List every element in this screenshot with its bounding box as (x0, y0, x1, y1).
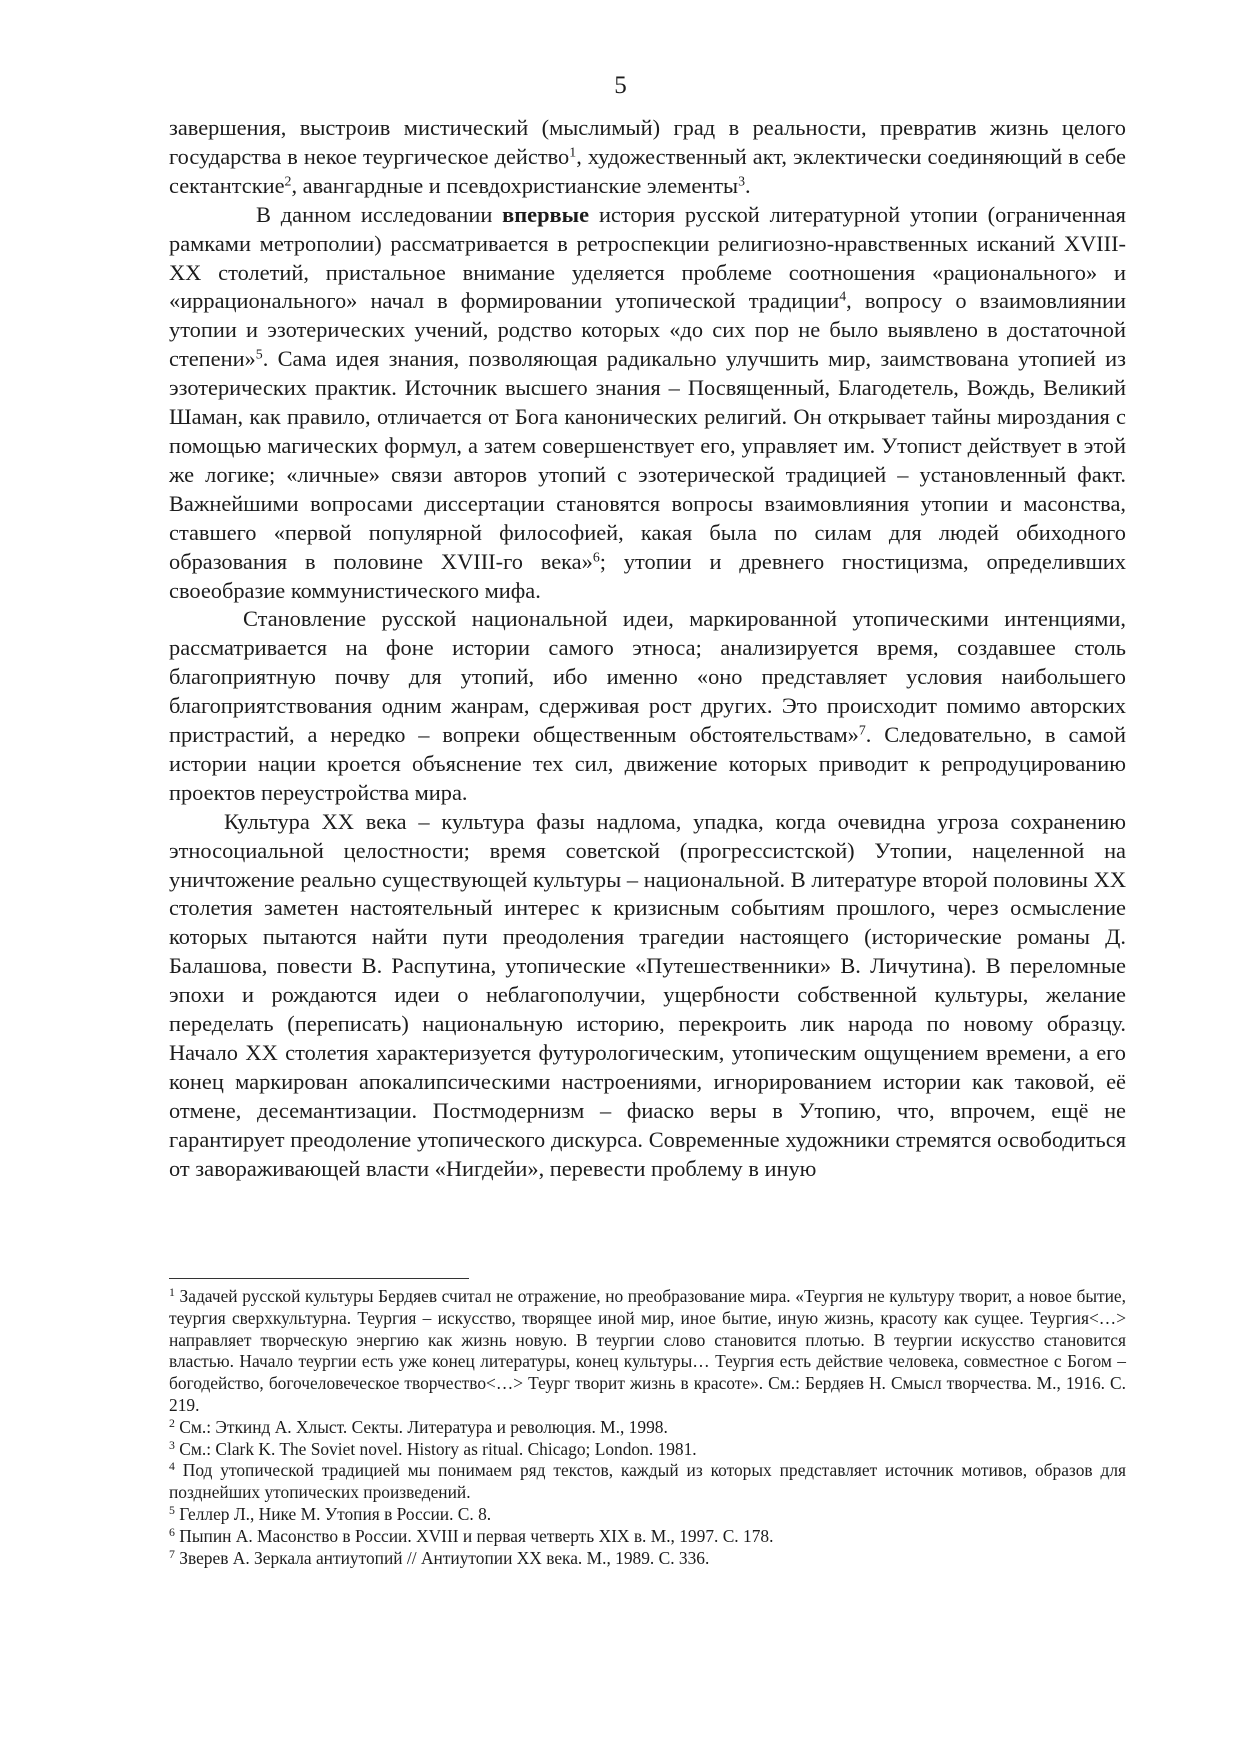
footnotes (169, 1286, 1126, 1569)
footnote-ref-7[interactable]: 7 (858, 723, 866, 739)
footnote-ref-4[interactable]: 4 (839, 289, 847, 305)
footnote-ref-1[interactable]: 1 (569, 145, 577, 161)
body-text (169, 114, 1126, 1184)
footnote-5 (169, 1504, 1126, 1526)
footnote-number: 6 (169, 1524, 175, 1539)
footnote-3 (169, 1439, 1126, 1461)
footnote-1 (169, 1286, 1126, 1417)
text-run: Становление русской национальной идеи, маркированной утопическими интенциями, рассматривается на фоне истории самого этноса; анализируется время, создавшее столь благоприятную почву для утопий, ибо именно «оно представляет условия наибольшего благоприятствования одним жанрам, сдерживая рост других. Это происходит помимо авторских пристрастий, а нередко – вопреки общественным обстоятельствам» (169, 606, 1126, 748)
text-run: . (745, 172, 751, 198)
paragraph-1 (169, 114, 1126, 201)
footnote-text: Под утопической традицией мы понимаем ряд текстов, каждый из которых представляет источник мотивов, образов для позднейших утопических произведений. (169, 1460, 1126, 1503)
text-run: история русской литературной утопии (ограниченная рамками метрополии) рассматривается в ретроспекции религиозно-нравственных исканий XVIII-XX столетий, пристальное внимание уделяется проблеме соотношения «рационального» и «иррационального» начал в формировании утопической традиции (169, 201, 1126, 314)
text-run: , художественный акт, эклектически соединяющий в себе сектантские (169, 143, 1126, 198)
text-run: завершения, выстроив мистический (мыслимый) град в реальности, превратив жизнь целого государства в некое теургическое действо (169, 115, 1126, 169)
footnote-separator (169, 1278, 469, 1279)
emphasis-bold: впервые (502, 201, 590, 227)
text-run: , вопросу о взаимовлиянии утопии и эзотерических учений, родство которых «до сих пор не было выявлено в достаточной степени» (169, 288, 1126, 372)
footnote-ref-5[interactable]: 5 (255, 347, 263, 363)
footnote-ref-2[interactable]: 2 (284, 174, 292, 190)
footnote-text: Задачей русской культуры Бердяев считал не отражение, но преобразование мира. «Теургия не культуру творит, а новое бытие, теургия сверхкультурна. Теургия – искусство, творящее иной мир, иное бытие, иную жизнь, красоту как сущее. Теургия<…> направляет творческую энергию как жизнь новую. В теургии слово становится плотью. В теургии искусство становится властью. Начало теургии есть уже конец литературы, конец культуры… Теургия есть действие человека, совместное с Богом – богодейство, богочеловеческое творчество<…> Теург творит жизнь в красоте». См.: Бердяев Н. Смысл творчества. М., 1916. С. 219. (169, 1286, 1126, 1415)
footnote-text: См.: Clark K. The Soviet novel. History as ritual. Chicago; London. 1981. (174, 1438, 697, 1459)
page-number: 5 (614, 72, 627, 99)
paragraph-2 (169, 201, 1126, 606)
footnote-ref-3[interactable]: 3 (738, 174, 746, 190)
text-run: ; утопии и древнего гностицизма, определивших своеобразие коммунистического мифа. (169, 548, 1126, 603)
text-run: . Сама идея знания, позволяющая радикально улучшить мир, заимствована утопией из эзотерических практик. Источник высшего знания – Посвященный, Благодетель, Вождь, Великий Шаман, как правило, отличается от Бога канонических религий. Он открывает тайны мироздания с помощью магических формул, а затем совершенствует его, управляет им. Утопист действует в этой же логике; «личные» связи авторов утопий с эзотерической традицией – установленный факт. Важнейшими вопросами диссертации становятся вопросы взаимовлияния утопии и масонства, ставшего «первой популярной философией, какая была по силам для людей обиходного образования в половине XVIII-го века» (169, 346, 1126, 574)
footnote-number: 3 (169, 1437, 175, 1452)
footnote-text: Зверев А. Зеркала антиутопий // Антиутопии XX века. М., 1989. С. 336. (174, 1547, 710, 1568)
footnote-7 (169, 1548, 1126, 1570)
footnote-text: Геллер Л., Нике М. Утопия в России. С. 8. (174, 1503, 492, 1524)
footnote-number: 7 (169, 1546, 175, 1561)
footnote-number: 2 (169, 1415, 175, 1430)
footnote-text: Пыпин А. Масонство в России. XVIII и первая четверть XIX в. М., 1997. С. 178. (174, 1525, 774, 1546)
text-run: В данном исследовании (256, 201, 503, 227)
footnote-number: 1 (169, 1285, 175, 1300)
text-run: , авангардные и псевдохристианские элементы (291, 172, 739, 198)
text-run: . Следовательно, в самой истории нации кроется объяснение тех сил, движение которых приводит к репродуцированию проектов переустройства мира. (169, 722, 1126, 805)
text-run: Культура XX века – культура фазы надлома, упадка, когда очевидна угроза сохранению этносоциальной целостности; время советской (прогрессистской) Утопии, нацеленной на уничтожение реально существующей культуры – национальной. В литературе второй половины XX столетия заметен настоятельный интерес к кризисным событиям прошлого, через осмысление которых пытаются найти пути преодоления трагедии настоящего (исторические романы Д. Балашова, повести В. Распутина, утопические «Путешественники» В. Личутина). В переломные эпохи и рождаются идеи о неблагополучии, ущербности собственной культуры, желание переделать (переписать) национальную историю, перекроить лик народа по новому образцу. Начало XX столетия характеризуется футурологическим, утопическим ощущением времени, а его конец маркирован апокалипсическими настроениями, игнорированием истории как таковой, её отмене, десемантизации. Постмодернизм – фиаско веры в Утопию, что, впрочем, ещё не гарантирует преодоление утопического дискурса. Современные художники стремятся освободиться от завораживающей власти «Нигдейи», перевести проблему в иную (169, 808, 1126, 1181)
footnote-4 (169, 1460, 1126, 1504)
footnote-2 (169, 1417, 1126, 1439)
footnote-text: См.: Эткинд А. Хлыст. Секты. Литература и революция. М., 1998. (174, 1416, 668, 1437)
footnote-ref-6[interactable]: 6 (592, 549, 600, 565)
footnote-number: 4 (169, 1459, 175, 1474)
footnote-number: 5 (169, 1503, 175, 1518)
paragraph-4 (169, 808, 1126, 1184)
paragraph-3 (169, 605, 1126, 807)
footnote-6 (169, 1526, 1126, 1548)
